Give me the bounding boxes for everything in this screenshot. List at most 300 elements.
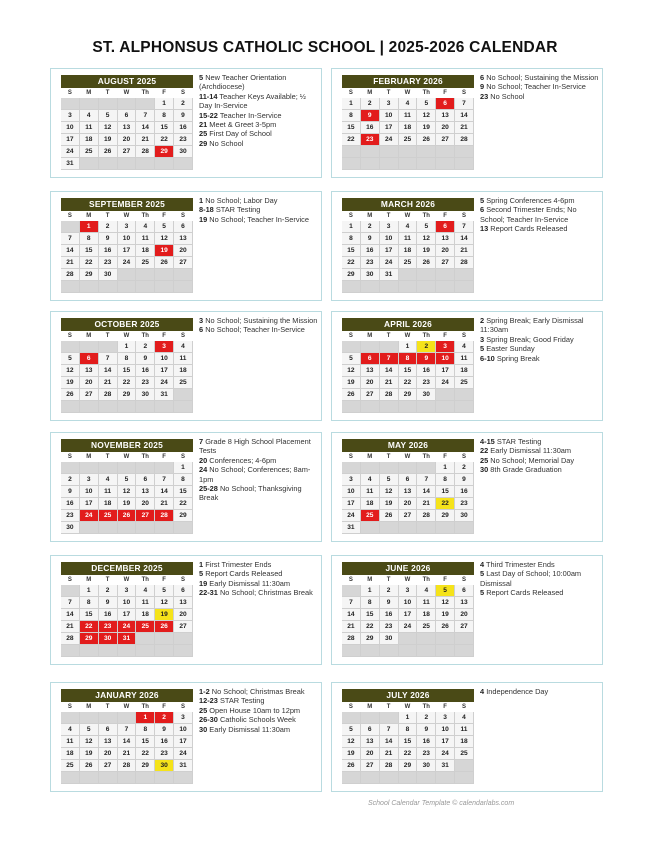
weekday-header: S [61,702,80,712]
day-cell: 30 [361,269,380,281]
empty-cell [61,281,80,293]
day-cell: 13 [174,597,193,609]
day-cell: 19 [417,122,436,134]
event-list [199,316,319,335]
day-cell: 5 [155,585,174,597]
day-cell: 15 [155,122,174,134]
event-list [480,316,600,363]
empty-cell [80,158,99,170]
empty-cell [155,401,174,413]
day-cell: 4 [417,585,436,597]
day-cell: 5 [80,724,99,736]
empty-cell [61,98,80,110]
event-item [199,715,319,724]
weekday-header: W [118,211,137,221]
day-cell: 26 [155,257,174,269]
empty-cell [136,281,155,293]
day-cell: 10 [118,597,137,609]
day-cell: 9 [417,353,436,365]
day-cell: 6 [361,724,380,736]
empty-cell [80,522,99,534]
empty-cell [80,98,99,110]
event-item [480,196,600,205]
weekday-header: M [361,88,380,98]
event-item [480,82,600,91]
event-list [480,687,600,696]
day-cell: 27 [118,146,137,158]
day-cell: 13 [174,233,193,245]
empty-cell [80,401,99,413]
day-cell: 28 [99,389,118,401]
event-text: STAR Testing [496,437,542,446]
day-cell: 4 [455,341,474,353]
day-cell: 2 [417,341,436,353]
day-cell: 25 [417,621,436,633]
empty-cell [118,401,137,413]
day-cell: 21 [455,245,474,257]
day-cell: 28 [455,257,474,269]
day-cell: 10 [399,597,418,609]
month-title: AUGUST 2025 [61,75,193,88]
month-grid [342,702,474,784]
empty-cell [436,401,455,413]
empty-cell [436,389,455,401]
day-cell: 15 [80,245,99,257]
month-calendar [61,318,193,413]
day-cell: 24 [436,377,455,389]
day-cell: 28 [61,633,80,645]
day-cell: 22 [136,748,155,760]
day-cell: 30 [136,389,155,401]
empty-cell [417,645,436,657]
day-cell: 10 [155,353,174,365]
day-cell: 19 [155,609,174,621]
day-cell: 10 [380,110,399,122]
day-cell: 23 [155,748,174,760]
empty-cell [417,633,436,645]
day-cell: 24 [399,621,418,633]
event-item [199,205,319,214]
empty-cell [155,772,174,784]
event-date: 1 [199,560,204,569]
day-cell: 14 [155,486,174,498]
day-cell: 13 [436,110,455,122]
event-text: No School; Conferences; 8am-1pm [199,465,311,484]
month-title: MARCH 2026 [342,198,474,211]
weekday-header: S [455,88,474,98]
weekday-header: W [118,575,137,585]
day-cell: 23 [174,134,193,146]
day-cell: 4 [399,221,418,233]
day-cell: 29 [399,760,418,772]
day-cell: 12 [99,122,118,134]
event-date: 22 [480,446,489,456]
month-block [331,432,603,542]
empty-cell [361,462,380,474]
day-cell: 14 [380,736,399,748]
day-cell: 17 [342,498,361,510]
empty-cell [399,401,418,413]
day-cell: 26 [417,257,436,269]
event-date: 24 [199,465,208,475]
day-cell: 14 [61,245,80,257]
day-cell: 1 [80,585,99,597]
empty-cell [99,98,118,110]
day-cell: 16 [380,609,399,621]
day-cell: 1 [118,341,137,353]
day-cell: 24 [118,621,137,633]
day-cell: 20 [455,609,474,621]
day-cell: 14 [118,736,137,748]
empty-cell [80,645,99,657]
day-cell: 31 [61,158,80,170]
month-block [50,682,322,792]
empty-cell [155,269,174,281]
event-date: 6 [480,73,485,82]
day-cell: 15 [361,609,380,621]
weekday-header: S [342,575,361,585]
day-cell: 20 [118,134,137,146]
weekday-header: Th [136,702,155,712]
weekday-header: S [342,452,361,462]
day-cell: 7 [61,597,80,609]
day-cell: 28 [455,134,474,146]
day-cell: 11 [455,724,474,736]
event-item [480,92,600,101]
empty-cell [380,146,399,158]
event-date: 23 [480,91,489,101]
empty-cell [80,281,99,293]
day-cell: 15 [399,736,418,748]
event-text: First Day of School [209,129,272,139]
empty-cell [61,772,80,784]
day-cell: 7 [380,724,399,736]
event-list [480,196,600,234]
day-cell: 17 [61,134,80,146]
day-cell: 11 [361,486,380,498]
weekday-header: F [436,575,455,585]
day-cell: 12 [155,597,174,609]
event-item [480,465,600,474]
event-text: No School; Teacher In-Service [209,214,309,224]
day-cell: 1 [399,341,418,353]
month-block [50,555,322,665]
day-cell: 27 [174,257,193,269]
day-cell: 16 [155,736,174,748]
day-cell: 22 [436,498,455,510]
event-item [199,706,319,715]
event-item [480,687,600,696]
event-date: 6 [480,205,485,215]
day-cell: 12 [155,233,174,245]
day-cell: 25 [174,377,193,389]
day-cell: 5 [380,474,399,486]
day-cell: 19 [436,609,455,621]
event-text: Easter Sunday [486,344,535,354]
weekday-header: M [80,452,99,462]
weekday-header: Th [417,331,436,341]
day-cell: 10 [118,233,137,245]
day-cell: 9 [61,486,80,498]
weekday-header: F [436,702,455,712]
day-cell: 19 [342,377,361,389]
event-text: No School; Sustaining the Mission [205,316,318,325]
day-cell: 24 [61,146,80,158]
day-cell: 21 [380,377,399,389]
event-date: 5 [199,73,204,82]
empty-cell [118,772,137,784]
empty-cell [99,158,118,170]
empty-cell [99,281,118,293]
month-grid [342,88,474,170]
empty-cell [99,462,118,474]
day-cell: 31 [380,269,399,281]
event-text: Report Cards Released [486,588,564,598]
empty-cell [174,401,193,413]
day-cell: 25 [361,510,380,522]
empty-cell [136,158,155,170]
event-date: 15-22 [199,110,218,120]
day-cell: 20 [399,498,418,510]
event-text: Independence Day [486,687,549,696]
day-cell: 2 [380,585,399,597]
event-date: 21 [199,120,208,130]
weekday-header: S [174,88,193,98]
event-date: 4 [480,560,485,569]
event-date: 5 [480,196,485,205]
event-date: 22-31 [199,588,218,598]
event-item [199,588,319,597]
weekday-header: S [455,575,474,585]
event-list [480,437,600,475]
empty-cell [399,522,418,534]
weekday-header: W [399,452,418,462]
day-cell: 20 [436,122,455,134]
day-cell: 4 [80,110,99,122]
month-block [331,191,603,301]
event-item [480,569,600,588]
empty-cell [174,645,193,657]
footer-credit: School Calendar Template © calendarlabs.com [368,800,515,807]
day-cell: 12 [342,365,361,377]
empty-cell [361,522,380,534]
month-calendar [342,562,474,657]
empty-cell [417,158,436,170]
day-cell: 27 [361,389,380,401]
day-cell: 29 [399,389,418,401]
empty-cell [61,401,80,413]
empty-cell [342,281,361,293]
day-cell: 4 [136,585,155,597]
event-date: 25 [199,705,208,715]
event-item [199,465,319,484]
weekday-header: M [80,211,99,221]
day-cell: 9 [174,110,193,122]
day-cell: 11 [136,597,155,609]
event-item [199,484,319,503]
day-cell: 3 [118,221,137,233]
empty-cell [436,522,455,534]
month-title: JANUARY 2026 [61,689,193,702]
day-cell: 3 [436,712,455,724]
day-cell: 25 [61,760,80,772]
month-block [331,311,603,421]
event-item [199,579,319,588]
empty-cell [342,645,361,657]
month-grid [342,575,474,657]
day-cell: 20 [361,748,380,760]
empty-cell [80,772,99,784]
empty-cell [155,633,174,645]
event-date: 1 [199,196,204,205]
day-cell: 28 [342,633,361,645]
day-cell: 19 [380,498,399,510]
weekday-header: S [174,211,193,221]
day-cell: 12 [417,233,436,245]
event-item [480,354,600,363]
day-cell: 22 [361,621,380,633]
day-cell: 30 [417,389,436,401]
empty-cell [99,341,118,353]
day-cell: 8 [80,233,99,245]
weekday-header: S [455,702,474,712]
day-cell: 6 [99,724,118,736]
day-cell: 27 [99,760,118,772]
month-grid [61,452,193,534]
event-item [480,73,600,82]
empty-cell [455,269,474,281]
day-cell: 23 [417,377,436,389]
month-block [331,682,603,792]
empty-cell [118,645,137,657]
empty-cell [136,269,155,281]
day-cell: 4 [99,474,118,486]
day-cell: 18 [61,748,80,760]
empty-cell [61,645,80,657]
day-cell: 2 [155,712,174,724]
day-cell: 2 [455,462,474,474]
day-cell: 24 [436,748,455,760]
day-cell: 1 [342,98,361,110]
day-cell: 10 [436,353,455,365]
weekday-header: Th [136,575,155,585]
day-cell: 22 [342,134,361,146]
event-text: No School; Labor Day [205,196,278,205]
day-cell: 27 [174,621,193,633]
day-cell: 23 [99,257,118,269]
weekday-header: Th [417,702,436,712]
empty-cell [61,585,80,597]
day-cell: 17 [155,365,174,377]
event-text: Spring Conferences 4-6pm [486,196,575,205]
day-cell: 29 [436,510,455,522]
weekday-header: S [174,702,193,712]
event-date: 30 [199,724,208,734]
event-date: 26-30 [199,715,218,725]
empty-cell [399,462,418,474]
day-cell: 1 [136,712,155,724]
day-cell: 9 [99,597,118,609]
empty-cell [380,281,399,293]
day-cell: 27 [455,621,474,633]
event-text: Early Dismissal 11:30am [209,724,291,734]
day-cell: 28 [155,510,174,522]
day-cell: 11 [80,122,99,134]
month-calendar [342,75,474,170]
day-cell: 18 [174,365,193,377]
empty-cell [155,522,174,534]
event-text: No School; Teacher In-Service [486,82,586,92]
empty-cell [342,585,361,597]
day-cell: 11 [417,597,436,609]
day-cell: 28 [380,389,399,401]
empty-cell [80,341,99,353]
day-cell: 1 [399,712,418,724]
day-cell: 8 [174,474,193,486]
empty-cell [80,462,99,474]
day-cell: 3 [80,474,99,486]
event-text: No School [209,138,244,148]
event-item [480,456,600,465]
weekday-header: W [399,331,418,341]
empty-cell [99,645,118,657]
event-item [199,560,319,569]
day-cell: 10 [380,233,399,245]
day-cell: 26 [342,760,361,772]
day-cell: 19 [80,748,99,760]
weekday-header: M [361,575,380,585]
day-cell: 4 [61,724,80,736]
event-list [199,560,319,598]
empty-cell [380,772,399,784]
day-cell: 26 [80,760,99,772]
day-cell: 11 [455,353,474,365]
day-cell: 12 [380,486,399,498]
day-cell: 7 [136,110,155,122]
day-cell: 10 [80,486,99,498]
day-cell: 18 [399,245,418,257]
day-cell: 12 [61,365,80,377]
event-text: Spring Break [496,353,540,363]
weekday-header: S [342,88,361,98]
day-cell: 3 [380,98,399,110]
event-text: Early Dismissal 11:30am [490,446,572,456]
weekday-header: M [361,702,380,712]
empty-cell [399,645,418,657]
weekday-header: M [80,702,99,712]
month-block [331,68,603,178]
event-date: 19 [199,578,208,588]
day-cell: 4 [455,712,474,724]
day-cell: 11 [174,353,193,365]
day-cell: 13 [136,486,155,498]
empty-cell [361,645,380,657]
day-cell: 4 [361,474,380,486]
empty-cell [399,281,418,293]
day-cell: 5 [155,221,174,233]
month-grid [61,211,193,293]
empty-cell [155,281,174,293]
day-cell: 23 [417,748,436,760]
event-text: Grade 8 High School Placement Tests [199,437,311,456]
event-item [480,437,600,446]
day-cell: 26 [61,389,80,401]
month-title: JUNE 2026 [342,562,474,575]
empty-cell [399,158,418,170]
day-cell: 16 [99,609,118,621]
day-cell: 7 [99,353,118,365]
day-cell: 20 [436,245,455,257]
